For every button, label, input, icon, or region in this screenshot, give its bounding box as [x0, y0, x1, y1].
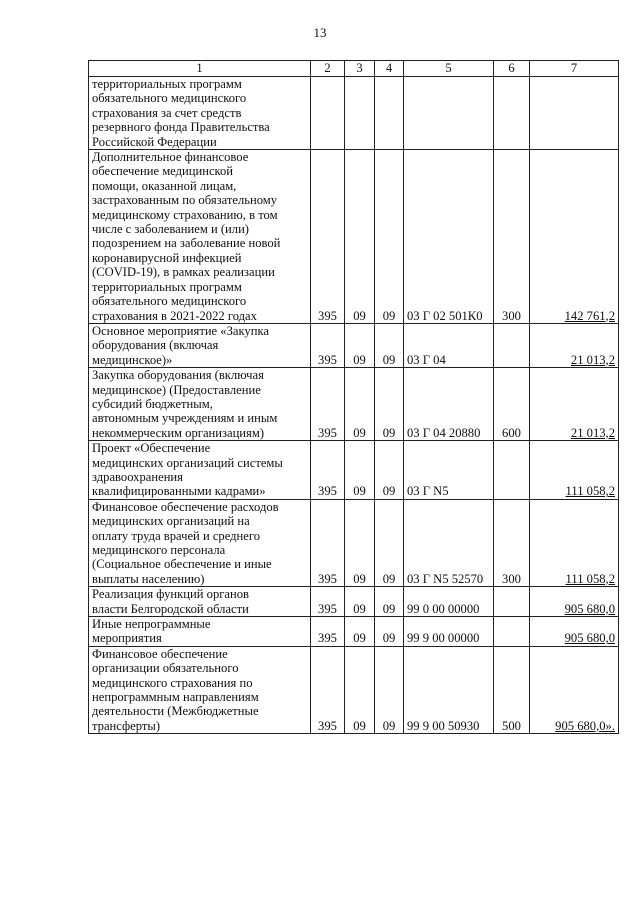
row-description: территориальных программ обязательного медицинского страхования за счет средств резервного фонда Правительства Российской Федерации [89, 77, 311, 150]
col-header-6: 6 [494, 61, 530, 77]
amount: 21 013,2 [530, 323, 619, 367]
col-header-3: 3 [345, 61, 375, 77]
row-description: Иные непрограммные мероприятия [89, 617, 311, 647]
section-code: 09 [345, 617, 375, 647]
expense-type-code: 300 [494, 150, 530, 324]
section-code: 09 [345, 499, 375, 586]
table-row [89, 323, 619, 367]
amount: 111 058,2 [530, 441, 619, 500]
expense-type-code [494, 587, 530, 617]
amount: 111 058,2 [530, 499, 619, 586]
table-row [89, 77, 619, 150]
amount: 142 761,2 [530, 150, 619, 324]
target-article-code: 99 9 00 00000 [404, 617, 494, 647]
admin-code: 395 [311, 646, 345, 733]
expense-type-code: 300 [494, 499, 530, 586]
admin-code: 395 [311, 499, 345, 586]
amount: 21 013,2 [530, 368, 619, 441]
row-description: Основное мероприятие «Закупка оборудования (включая медицинское)» [89, 323, 311, 367]
target-article-code: 03 Г N5 [404, 441, 494, 500]
table-row [89, 441, 619, 500]
amount [530, 77, 619, 150]
subsection-code: 09 [375, 646, 404, 733]
section-code [345, 77, 375, 150]
table-row [89, 150, 619, 324]
subsection-code: 09 [375, 617, 404, 647]
table-row [89, 617, 619, 647]
target-article-code: 99 0 00 00000 [404, 587, 494, 617]
col-header-2: 2 [311, 61, 345, 77]
target-article-code: 03 Г 04 20880 [404, 368, 494, 441]
subsection-code: 09 [375, 587, 404, 617]
row-description: Финансовое обеспечение организации обязательного медицинского страхования по непрограммным направлениям деятельности (Межбюджетные трансферты) [89, 646, 311, 733]
row-description: Дополнительное финансовое обеспечение медицинской помощи, оказанной лицам, застрахованным по обязательному медицинскому страхованию, в том числе с заболеванием и (или) подозрением на заболевание новой коронавирусной инфекцией (COVID-19), в рамках реализации территориальных программ обязательного медицинского страхования в 2021-2022 годах [89, 150, 311, 324]
row-description: Реализация функций органов власти Белгородской области [89, 587, 311, 617]
target-article-code: 03 Г 04 [404, 323, 494, 367]
amount: 905 680,0 [530, 617, 619, 647]
header-row [89, 61, 619, 77]
admin-code [311, 77, 345, 150]
admin-code: 395 [311, 587, 345, 617]
admin-code: 395 [311, 323, 345, 367]
budget-table [88, 60, 619, 734]
section-code: 09 [345, 368, 375, 441]
subsection-code: 09 [375, 150, 404, 324]
admin-code: 395 [311, 617, 345, 647]
target-article-code: 99 9 00 50930 [404, 646, 494, 733]
expense-type-code: 500 [494, 646, 530, 733]
table-row [89, 368, 619, 441]
row-description: Закупка оборудования (включая медицинское) (Предоставление субсидий бюджетным, автономным учреждениям и иным некоммерческим организациям) [89, 368, 311, 441]
expense-type-code [494, 77, 530, 150]
subsection-code: 09 [375, 368, 404, 441]
col-header-5: 5 [404, 61, 494, 77]
subsection-code: 09 [375, 323, 404, 367]
row-description: Проект «Обеспечение медицинских организаций системы здравоохранения квалифицированными кадрами» [89, 441, 311, 500]
subsection-code [375, 77, 404, 150]
subsection-code: 09 [375, 499, 404, 586]
row-description: Финансовое обеспечение расходов медицинских организаций на оплату труда врачей и среднего медицинского персонала (Социальное обеспечение и иные выплаты населению) [89, 499, 311, 586]
expense-type-code [494, 617, 530, 647]
section-code: 09 [345, 646, 375, 733]
expense-type-code: 600 [494, 368, 530, 441]
expense-type-code [494, 323, 530, 367]
admin-code: 395 [311, 368, 345, 441]
section-code: 09 [345, 323, 375, 367]
target-article-code [404, 77, 494, 150]
subsection-code: 09 [375, 441, 404, 500]
admin-code: 395 [311, 150, 345, 324]
section-code: 09 [345, 441, 375, 500]
target-article-code: 03 Г N5 52570 [404, 499, 494, 586]
amount: 905 680,0». [530, 646, 619, 733]
col-header-4: 4 [375, 61, 404, 77]
col-header-1: 1 [89, 61, 311, 77]
table-row [89, 587, 619, 617]
section-code: 09 [345, 587, 375, 617]
section-code: 09 [345, 150, 375, 324]
table-row [89, 499, 619, 586]
page-number: 13 [313, 25, 327, 40]
col-header-7: 7 [530, 61, 619, 77]
admin-code: 395 [311, 441, 345, 500]
target-article-code: 03 Г 02 501К0 [404, 150, 494, 324]
amount: 905 680,0 [530, 587, 619, 617]
expense-type-code [494, 441, 530, 500]
table-row [89, 646, 619, 733]
